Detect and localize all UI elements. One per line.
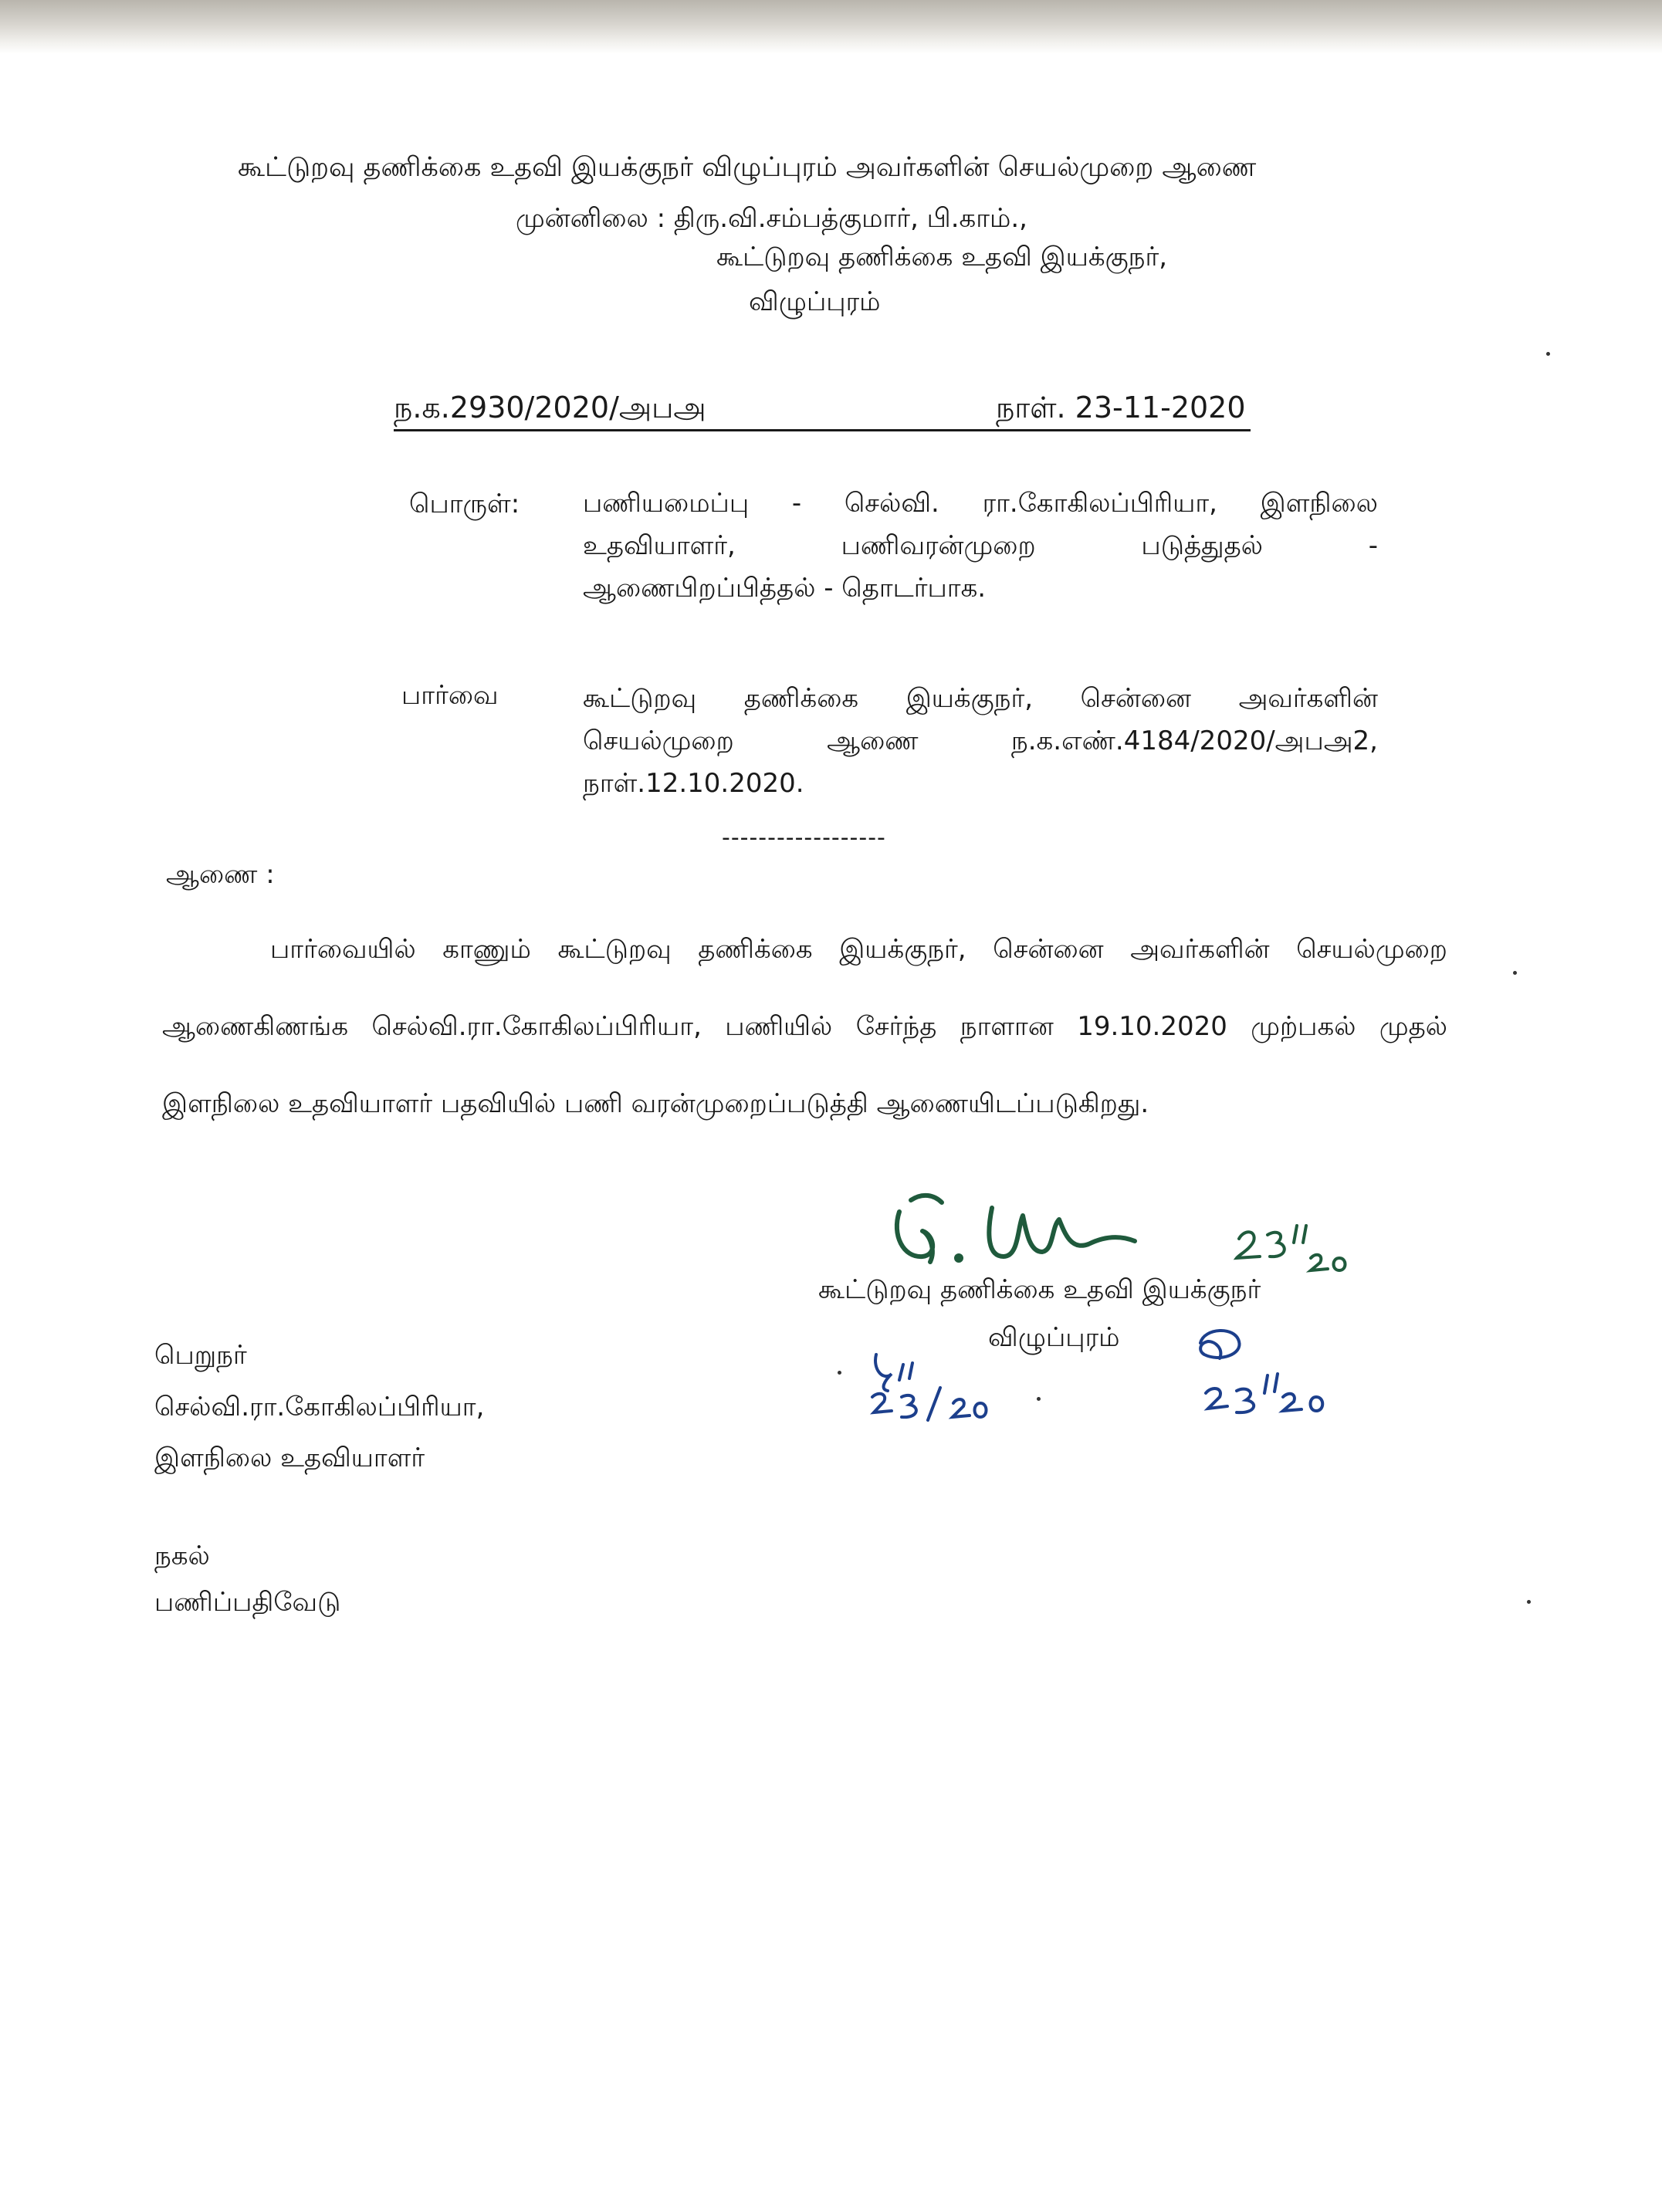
subject-line: உதவியாளர், பணிவரன்முறை படுத்துதல் - (583, 530, 1378, 561)
reference-read-text (583, 678, 1378, 805)
presiding-officer-place: விழுப்புரம் (749, 286, 881, 317)
order-line: ஆணைகிணங்க செல்வி.ரா.கோகிலப்பிரியா, பணியில் சேர்ந்த நாளான 19.10.2020 முற்பகல் முதல் (162, 1011, 1447, 1042)
recipient-label: பெறுநர் (154, 1340, 247, 1371)
recipient-name: செல்வி.ரா.கோகிலப்பிரியா, (154, 1392, 485, 1422)
scan-speck (1513, 971, 1517, 975)
scan-top-edge (0, 0, 1662, 54)
reference-number: ந.க.2930/2020/அபஅ (394, 391, 706, 424)
handwritten-initial-left (857, 1343, 996, 1428)
order-paragraph (162, 911, 1447, 1142)
reference-read-line: கூட்டுறவு தணிக்கை இயக்குநர், சென்னை அவர்களின் (583, 683, 1378, 714)
subject-label: பொருள்: (409, 489, 520, 519)
handwritten-initial-right (1189, 1320, 1343, 1420)
signatory-designation: கூட்டுறவு தணிக்கை உதவி இயக்குநர் (818, 1274, 1261, 1305)
reference-date: நாள். 23-11-2020 (996, 391, 1246, 424)
subject-text (583, 482, 1378, 610)
reference-read-label: பார்வை (401, 680, 499, 711)
scan-speck (1527, 1600, 1531, 1604)
scan-speck (1037, 1397, 1041, 1401)
section-separator: ------------------ (722, 824, 886, 851)
scan-speck (838, 1371, 841, 1375)
copy-label: நகல் (154, 1541, 210, 1571)
subject-line: பணியமைப்பு - செல்வி. ரா.கோகிலப்பிரியா, இளநிலை (583, 488, 1378, 519)
order-label: ஆணை : (166, 859, 275, 890)
presence-line: முன்னிலை : திரு.வி.சம்பத்குமார், பி.காம்., (516, 203, 1027, 234)
scan-speck (1546, 352, 1550, 356)
order-line: பார்வையில் காணும் கூட்டுறவு தணிக்கை இயக்குநர், சென்னை அவர்களின் செயல்முறை (270, 934, 1447, 965)
handwritten-signature (888, 1181, 1351, 1281)
presiding-officer-designation: கூட்டுறவு தணிக்கை உதவி இயக்குநர், (716, 242, 1168, 272)
signatory-place: விழுப்புரம் (988, 1322, 1120, 1353)
reference-read-line: நாள்.12.10.2020. (583, 768, 804, 799)
document-title: கூட்டுறவு தணிக்கை உதவி இயக்குநர் விழுப்புரம் அவர்களின் செயல்முறை ஆணை (238, 152, 1257, 183)
subject-line: ஆணைபிறப்பித்தல் - தொடர்பாக. (583, 573, 987, 604)
copy-target: பணிப்பதிவேடு (154, 1587, 341, 1618)
order-line: இளநிலை உதவியாளர் பதவியில் பணி வரன்முறைப்படுத்தி ஆணையிடப்படுகிறது. (162, 1088, 1149, 1119)
reference-read-line: செயல்முறை ஆணை ந.க.எண்.4184/2020/அபஅ2, (583, 725, 1378, 756)
reference-underline (394, 429, 1251, 431)
recipient-designation: இளநிலை உதவியாளர் (154, 1443, 425, 1473)
